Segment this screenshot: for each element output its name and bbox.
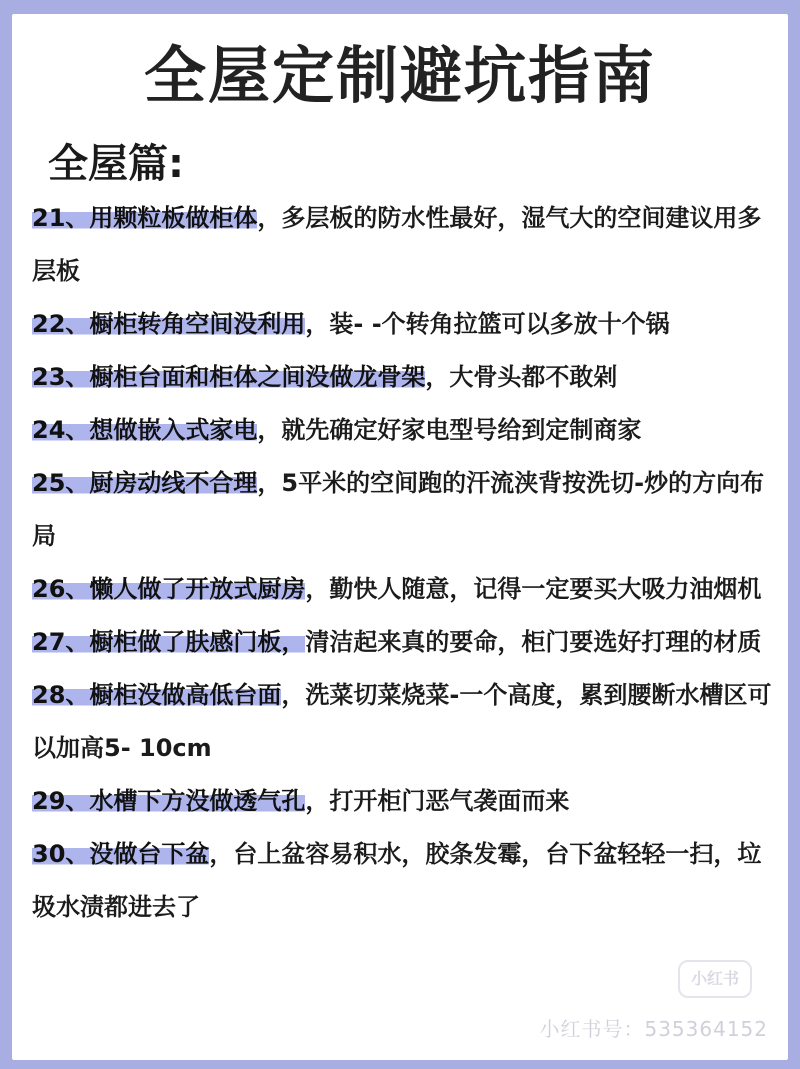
list-item	[32, 669, 777, 775]
list-item	[32, 775, 777, 828]
item-text: ，勤快人随意，记得一定要买大吸力油烟机	[305, 575, 762, 603]
item-highlight: 23、橱柜台面和柜体之间没做龙骨架	[32, 363, 426, 391]
item-text: ，打开柜门恶气袭面而来	[305, 787, 570, 815]
item-text: ，洗菜切菜烧菜-一个高度，累到腰断水槽区可以加高5- 10cm	[32, 681, 772, 762]
item-text: ，台上盆容易积水，胶条发霉，台下盆轻轻一扫，垃圾水渍都进去了	[32, 840, 762, 921]
item-highlight: 27、橱柜做了肤感门板，	[32, 628, 306, 656]
list-item	[32, 828, 777, 934]
tips-list	[32, 192, 777, 934]
item-highlight: 30、没做台下盆	[32, 840, 210, 868]
item-highlight: 21、用颗粒板做柜体	[32, 204, 258, 232]
section-heading: 全屋篇:	[48, 141, 184, 187]
item-text: ，装- -个转角拉篮可以多放十个锅	[305, 310, 670, 338]
item-text: ，多层板的防水性最好，湿气大的空间建议用多层板	[32, 204, 762, 285]
item-highlight: 29、水槽下方没做透气孔	[32, 787, 306, 815]
list-item	[32, 457, 777, 563]
item-highlight: 24、想做嵌入式家电	[32, 416, 258, 444]
item-text: ，5平米的空间跑的汗流浃背按洗切-炒的方向布局	[32, 469, 765, 550]
page-title: 全屋定制避坑指南	[143, 39, 656, 112]
item-highlight: 26、懒人做了开放式厨房	[32, 575, 306, 603]
list-item	[32, 351, 777, 404]
item-highlight: 25、厨房动线不合理	[32, 469, 258, 497]
watermark-logo: 小红书	[678, 960, 752, 998]
item-text: ，就先确定好家电型号给到定制商家	[257, 416, 642, 444]
list-item	[32, 192, 777, 298]
item-highlight: 28、橱柜没做高低台面	[32, 681, 282, 709]
list-item	[32, 404, 777, 457]
item-highlight: 22、橱柜转角空间没利用	[32, 310, 306, 338]
list-item	[32, 563, 777, 616]
list-item	[32, 616, 777, 669]
item-text: ，大骨头都不敢剁	[425, 363, 618, 391]
watermark-text: 小红书号：535364152	[539, 1017, 768, 1041]
document-card	[12, 14, 788, 1060]
item-text: 清洁起来真的要命，柜门要选好打理的材质	[305, 628, 762, 656]
list-item	[32, 298, 777, 351]
